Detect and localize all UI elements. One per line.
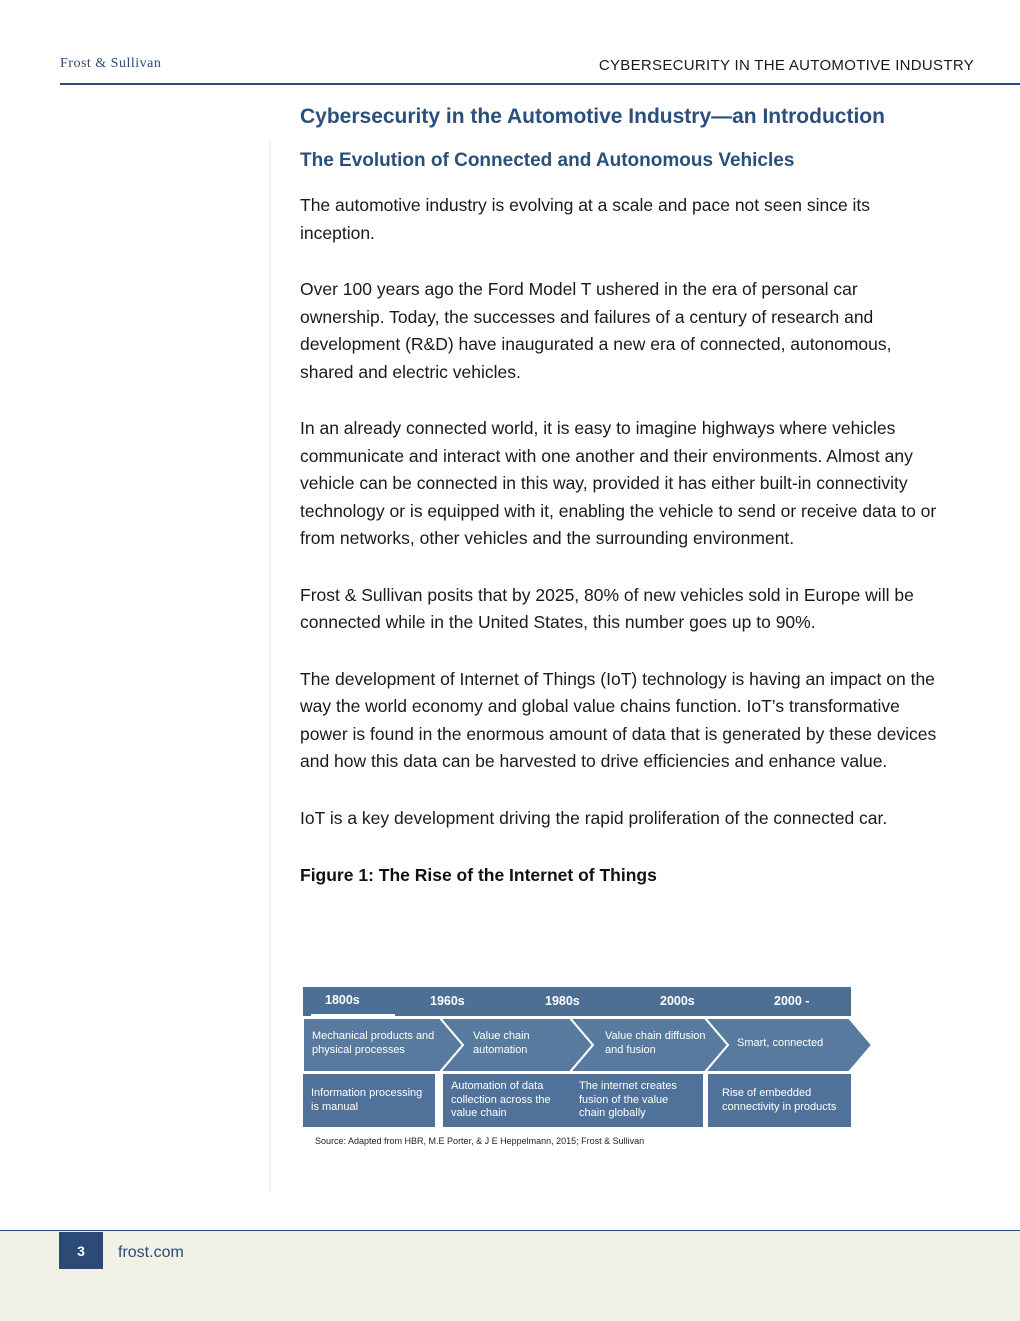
header-divider: [60, 83, 1020, 85]
figure-caption: Figure 1: The Rise of the Internet of Things: [300, 865, 657, 885]
era-underline: [311, 1014, 395, 1016]
section-heading: The Evolution of Connected and Autonomous Vehicles: [300, 150, 795, 171]
document-running-title: CYBERSECURITY IN THE AUTOMOTIVE INDUSTRY: [598, 57, 974, 74]
iot-timeline-figure: [303, 987, 873, 1147]
side-divider: [269, 140, 271, 1192]
main-content: [300, 100, 940, 889]
info-box-text: Information processing is manual: [311, 1087, 423, 1113]
era-label: 1980s: [545, 994, 580, 1008]
timeline-bar: [303, 987, 851, 1016]
chevron-label: Value chain automation: [473, 1030, 530, 1056]
era-label: 2000 -: [774, 994, 810, 1008]
paragraph: The development of Internet of Things (IoT) technology is having an impact on the way the world economy and global value chains function. IoT’s transformative power is found in the enormous amount of data that is generated by these devices and how this data can be harvested to drive efficiencies and enhance value.: [300, 668, 937, 771]
paragraph: The automotive industry is evolving at a scale and pace not seen since its inception.: [300, 195, 871, 243]
info-box-text: The internet creates fusion of the value chain globally: [579, 1080, 677, 1120]
paragraph: Over 100 years ago the Ford Model T ushered in the era of personal car ownership. Today, the successes and failures of a century of research and development (R&D) have inaugurated a new era of connected, autonomous, shared and electric vehicles.: [300, 279, 892, 382]
page-number: 3: [59, 1232, 103, 1269]
chevron-label: Value chain diffusion and fusion: [605, 1030, 706, 1056]
era-label: 1960s: [430, 994, 465, 1008]
chevron-label: Mechanical products and physical processes: [312, 1030, 435, 1056]
paragraph: In an already connected world, it is easy to imagine highways where vehicles communicate and interact with one another and their environments. Almost any vehicle can be connected in this way, provided it has either built-in connectivity technology or is equipped with it, enabling the vehicle to send or receive data to or from networks, other vehicles and the surrounding environment.: [300, 418, 937, 548]
paragraph: Frost & Sullivan posits that by 2025, 80% of new vehicles sold in Europe will be connected while in the United States, this number goes up to 90%.: [300, 584, 914, 632]
era-label: 1800s: [325, 993, 360, 1007]
figure-source: Source: Adapted from HBR, M.E Porter, & J E Heppelmann, 2015; Frost & Sullivan: [315, 1136, 645, 1146]
info-box: [708, 1074, 851, 1127]
brand-logo-text: Frost & Sullivan: [60, 56, 162, 71]
info-box: [443, 1074, 571, 1127]
info-box: [303, 1074, 435, 1127]
page-title: Cybersecurity in the Automotive Industry—an Introduction: [300, 105, 885, 128]
chevron-label: Smart, connected: [737, 1037, 824, 1049]
era-label: 2000s: [660, 994, 695, 1008]
info-box-text: Rise of embedded connectivity in products: [722, 1087, 837, 1113]
info-box-text: Automation of data collection across the value chain: [451, 1080, 551, 1120]
paragraph: IoT is a key development driving the rapid proliferation of the connected car.: [300, 807, 888, 828]
info-box: [571, 1074, 703, 1127]
site-link[interactable]: frost.com: [118, 1244, 184, 1261]
